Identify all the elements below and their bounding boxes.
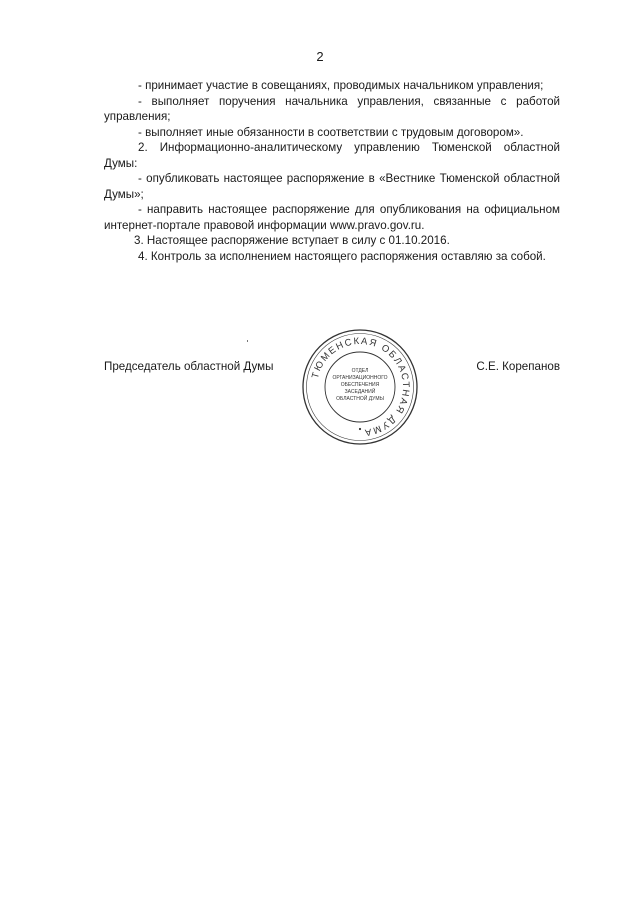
stamp-line: ОТДЕЛ — [351, 368, 369, 374]
paragraph: - принимает участие в совещаниях, проводимых начальником управления; — [138, 79, 544, 92]
stamp-line: ЗАСЕДАНИЙ — [344, 389, 376, 395]
stamp-line: ОБЕСПЕЧЕНИЯ — [340, 382, 380, 388]
stamp-ring-text: ТЮМЕНСКАЯ ОБЛАСТНАЯ ДУМА — [309, 335, 412, 438]
signatory-title: Председатель областной Думы — [104, 360, 274, 373]
paragraph: 3. Настоящее распоряжение вступает в силу с 01.10.2016. — [134, 234, 450, 247]
stamp-line: ОРГАНИЗАЦИОННОГО — [332, 375, 388, 381]
stamp-line: ОБЛАСТНОЙ ДУМЫ — [336, 396, 384, 402]
document-body — [104, 78, 560, 264]
paragraph: - опубликовать настоящее распоряжение в «Вестнике Тюменской областной Думы»; — [104, 172, 560, 201]
scan-speck — [247, 340, 248, 342]
stamp-dot — [359, 428, 361, 430]
stamp-graphic — [300, 327, 420, 447]
paragraph: - выполняет иные обязанности в соответствии с трудовым договором». — [138, 125, 524, 139]
paragraph: 2. Информационно-аналитическому управлению Тюменской областной Думы: — [104, 141, 560, 170]
paragraph: - выполняет поручения начальника управления, связанные с работой управления; — [104, 94, 560, 123]
paragraph: - направить настоящее распоряжение для опубликования на официальном интернет-портале правовой информации www.pravo.gov.ru. — [104, 203, 560, 232]
official-stamp — [300, 327, 420, 447]
signatory-name: С.Е. Корепанов — [476, 360, 560, 373]
page-number: 2 — [316, 49, 324, 64]
stamp-center-text — [332, 368, 387, 402]
paragraph: 4. Контроль за исполнением настоящего распоряжения оставляю за собой. — [138, 249, 546, 263]
